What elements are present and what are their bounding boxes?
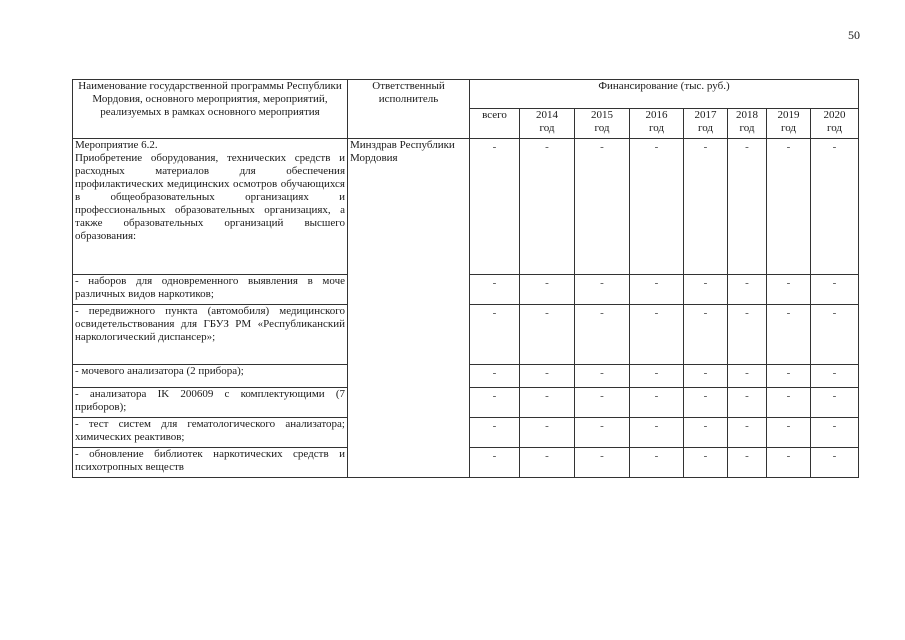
row-text: Приобретение оборудования, технических средств и расходных материалов для обеспечения профилактических медицинских осмотров обучающихся в общеобразовательных организациях и профессиональных образовательных организациях, а также образовательных организаций высшего образования: — [75, 152, 345, 242]
measure-title: Мероприятие 6.2. — [75, 139, 158, 151]
dash-total: - — [492, 307, 497, 319]
dash-2020: - — [832, 450, 837, 462]
row-text: - мочевого анализатора (2 прибора); — [73, 365, 348, 388]
dash-total: - — [492, 277, 497, 289]
dash-2018: - — [745, 390, 749, 402]
dash-2018: - — [745, 450, 749, 462]
row-name-cell — [73, 139, 348, 275]
responsible-cell: Минздрав Республики Мордовия — [348, 139, 470, 478]
header-year-2020: 2020 год — [811, 109, 859, 139]
header-year-2015: 2015 год — [575, 109, 630, 139]
dash-2017: - — [703, 367, 708, 379]
dash-2015: - — [600, 141, 604, 153]
dash-2014: - — [545, 390, 549, 402]
row-text: - передвижного пункта (автомобиля) медицинского освидетельствования для ГБУЗ РМ «Республиканский наркологический диспансер»; — [73, 305, 348, 365]
header-year-2019: 2019 год — [767, 109, 811, 139]
header-year-2016: 2016 год — [630, 109, 684, 139]
dash-2017: - — [703, 420, 708, 432]
header-financing: Финансирование (тыс. руб.) — [470, 80, 859, 109]
dash-2018: - — [745, 141, 749, 153]
dash-2020: - — [832, 390, 837, 402]
dash-2014: - — [545, 141, 549, 153]
dash-2019: - — [786, 277, 791, 289]
dash-2015: - — [600, 277, 604, 289]
row-text: - анализатора IK 200609 с комплектующими (7 приборов); — [73, 388, 348, 418]
dash-2014: - — [545, 450, 549, 462]
dash-2020: - — [832, 141, 837, 153]
dash-2016: - — [654, 141, 659, 153]
dash-2014: - — [545, 420, 549, 432]
dash-2019: - — [786, 420, 791, 432]
dash-2020: - — [832, 367, 837, 379]
row-text: - обновление библиотек наркотических средств и психотропных веществ — [73, 448, 348, 478]
dash-2015: - — [600, 420, 604, 432]
dash-2015: - — [600, 307, 604, 319]
header-year-2014: 2014 год — [520, 109, 575, 139]
header-name-column: Наименование государственной программы Республики Мордовия, основного мероприятия, мероприятий, реализуемых в рамках основного мероприятия — [73, 80, 348, 139]
row-text: - наборов для одновременного выявления в моче различных видов наркотиков; — [73, 275, 348, 305]
dash-2016: - — [654, 277, 659, 289]
header-year-2018: 2018 год — [728, 109, 767, 139]
financing-table — [72, 79, 859, 478]
dash-2015: - — [600, 367, 604, 379]
table-row — [73, 139, 859, 275]
header-total: всего — [470, 109, 520, 139]
dash-2020: - — [832, 277, 837, 289]
dash-2016: - — [654, 420, 659, 432]
header-year-2017: 2017 год — [684, 109, 728, 139]
dash-total: - — [492, 390, 497, 402]
dash-2015: - — [600, 450, 604, 462]
dash-2014: - — [545, 307, 549, 319]
dash-2018: - — [745, 277, 749, 289]
dash-2014: - — [545, 367, 549, 379]
dash-2018: - — [745, 367, 749, 379]
dash-2015: - — [600, 390, 604, 402]
dash-2019: - — [786, 141, 791, 153]
dash-2016: - — [654, 307, 659, 319]
header-responsible-column: Ответственный исполнитель — [348, 80, 470, 139]
dash-2016: - — [654, 390, 659, 402]
dash-2017: - — [703, 307, 708, 319]
dash-2017: - — [703, 141, 708, 153]
dash-2020: - — [832, 420, 837, 432]
dash-2019: - — [786, 307, 791, 319]
dash-2019: - — [786, 450, 791, 462]
row-text: - тест систем для гематологического анализатора; химических реактивов; — [73, 418, 348, 448]
dash-2016: - — [654, 450, 659, 462]
dash-total: - — [492, 420, 497, 432]
dash-2018: - — [745, 307, 749, 319]
dash-2019: - — [786, 367, 791, 379]
dash-total: - — [492, 450, 497, 462]
dash-total: - — [492, 367, 497, 379]
dash-2017: - — [703, 277, 708, 289]
dash-2017: - — [703, 390, 708, 402]
dash-2017: - — [703, 450, 708, 462]
dash-2018: - — [745, 420, 749, 432]
dash-2020: - — [832, 307, 837, 319]
dash-2019: - — [786, 390, 791, 402]
page-number: 50 — [848, 28, 860, 42]
dash-2014: - — [545, 277, 549, 289]
dash-2016: - — [654, 367, 659, 379]
dash-total: - — [492, 141, 497, 153]
